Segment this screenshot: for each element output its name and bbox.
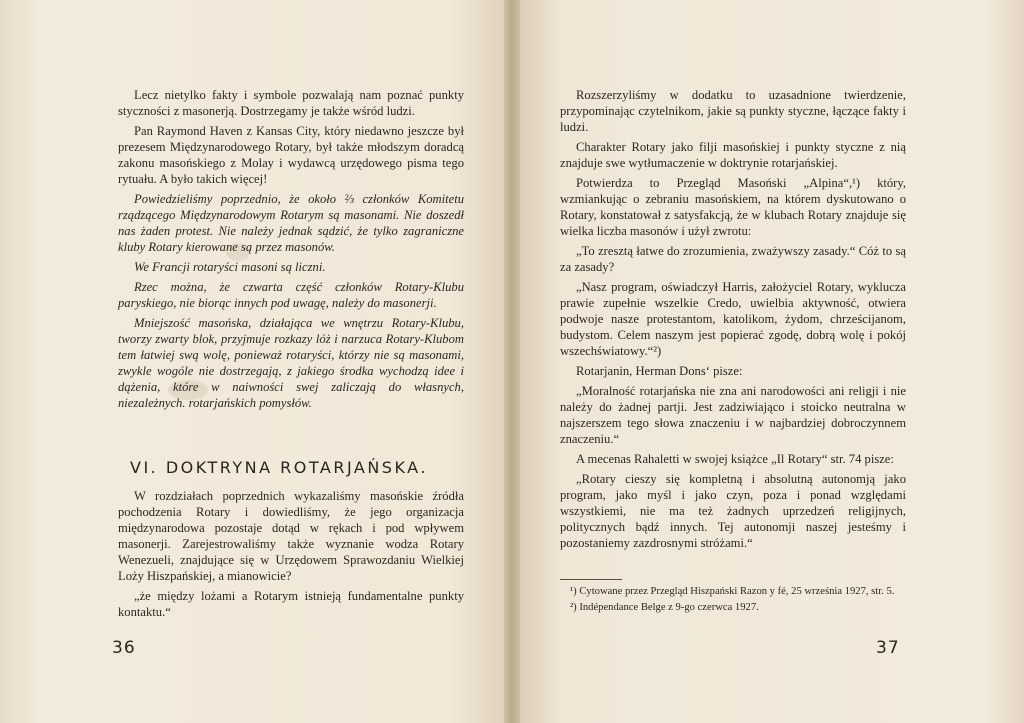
right-page: [512, 0, 1024, 723]
paragraph: „Rotary cieszy się kompletną i absolutną autonomją jako program, jako myśl i jako czyn, poza i ponad względami wszystkiemi, nie ma też żadnych uprzedzeń religijnych, politycznych bądź innych. Tej autonomji naszej jesteśmy i pozostaniemy zazdrosnymi stróżami.“: [560, 472, 906, 550]
paragraph: „Nasz program, oświadczył Harris, założyciel Rotary, wyklucza prawie zupełnie wszelkie Credo, uwielbia aktywność, otwiera podwoje nasze protestantom, katolikom, żydom, chrześcijanom, budystom. Celem naszym jest popierać zgodę, dobrą wolę i pokój wszechświatowy.“²): [560, 280, 906, 358]
paragraph: A mecenas Rahaletti w swojej książce „Il Rotary“ str. 74 pisze:: [576, 452, 894, 466]
paragraph: Lecz nietylko fakty i symbole pozwalają nam poznać punkty styczności z masonerją. Dostrzegamy je także wśród ludzi.: [118, 88, 464, 118]
paragraph: W rozdziałach poprzednich wykazaliśmy masońskie źródła pochodzenia Rotary i dowiedliśmy, że jego organizacja międzynarodowa pozostaje dotąd w rękach i pod wpływem masonerji. Zarejestrowaliśmy także wyznanie wodza Rotary Wenezueli, znajdujące się w Urzędowem Sprawozdaniu Wielkiej Loży Hiszpańskiej, a mianowicie?: [118, 489, 464, 583]
footnotes: [560, 585, 906, 617]
paragraph: Mniejszość masońska, działająca we wnętrzu Rotary-Klubu, tworzy zwarty blok, przyjmuje rozkazy lóż i narzuca Rotary-Klubom tem łatwiej swą wolę, ponieważ rotaryści, którzy nie są masonami, zwykle wogóle nie dostrzegają, z jakiego środka wychodzą idee i dążenia, które w naiwności swej zaliczają do własnych, niezależnych. rotarjańskich pomysłów.: [118, 316, 464, 410]
paragraph: Potwierdza to Przegląd Masoński „Alpina“,¹) który, wzmiankując o zebraniu masońskiem, na którem dyskutowano o Rotary, konstatował z satysfakcją, że w klubach Rotary znajduje się wielka liczba masonów i użył zwrotu:: [560, 176, 906, 238]
paragraph: „Moralność rotarjańska nie zna ani narodowości ani religji i nie należy do żadnej partji. Jest zadziwiająco i stoicko neutralna w najszerszem tego słowa znaczeniu i w najbardziej dobroczynnem znaczeniu.“: [560, 384, 906, 446]
paragraph: „To zresztą łatwe do zrozumienia, zważywszy zasady.“ Cóż to są za zasady?: [560, 244, 906, 274]
page-number-right: 37: [876, 638, 900, 658]
right-body-text: [560, 87, 906, 555]
paragraph: Pan Raymond Haven z Kansas City, który niedawno jeszcze był prezesem Międzynarodowego Rotary, był także młodszym doradcą zakonu masońskiego z Molay i wydawcą urzędowego pisma tego rytuału. A było takich więcej!: [118, 124, 464, 186]
paragraph: Rotarjanin, Herman Dons‘ pisze:: [576, 364, 743, 378]
paragraph: Rzec można, że czwarta część członków Rotary-Klubu paryskiego, nie biorąc innych pod uwagę, należy do masonerji.: [118, 280, 464, 310]
footnote: ¹) Cytowane przez Przegląd Hiszpański Razon y fé, 25 września 1927, str. 5.: [570, 586, 895, 597]
page-number-left: 36: [112, 638, 136, 658]
book-gutter: [504, 0, 520, 723]
paragraph: Charakter Rotary jako filji masońskiej i punkty styczne z nią znajduje swe wytłumaczenie w doktrynie rotarjańskiej.: [560, 140, 906, 170]
left-body-text: [118, 87, 464, 415]
left-body-text-continued: [118, 488, 464, 624]
paragraph: Rozszerzyliśmy w dodatku to uzasadnione twierdzenie, przypominając czytelnikom, jakie są punkty styczne, łączące fakty i ludzi.: [560, 88, 906, 134]
paragraph: We Francji rotaryści masoni są liczni.: [134, 260, 326, 274]
chapter-title: VI. DOKTRYNA ROTARJAŃSKA.: [130, 458, 428, 477]
paragraph: „że między lożami a Rotarym istnieją fundamentalne punkty kontaktu.“: [118, 589, 464, 619]
footnote-divider: [560, 579, 622, 580]
paragraph: Powiedzieliśmy poprzednio, że około ⅔ członków Komitetu rządzącego Międzynarodowym Rotarym są masonami. Nie doszedł nas żaden protest. Nie należy jednak sądzić, że tylko zagraniczne kluby Rotary kierowane są przez masonów.: [118, 192, 464, 254]
footnote: ²) Indépendance Belge z 9-go czerwca 1927.: [570, 602, 759, 613]
